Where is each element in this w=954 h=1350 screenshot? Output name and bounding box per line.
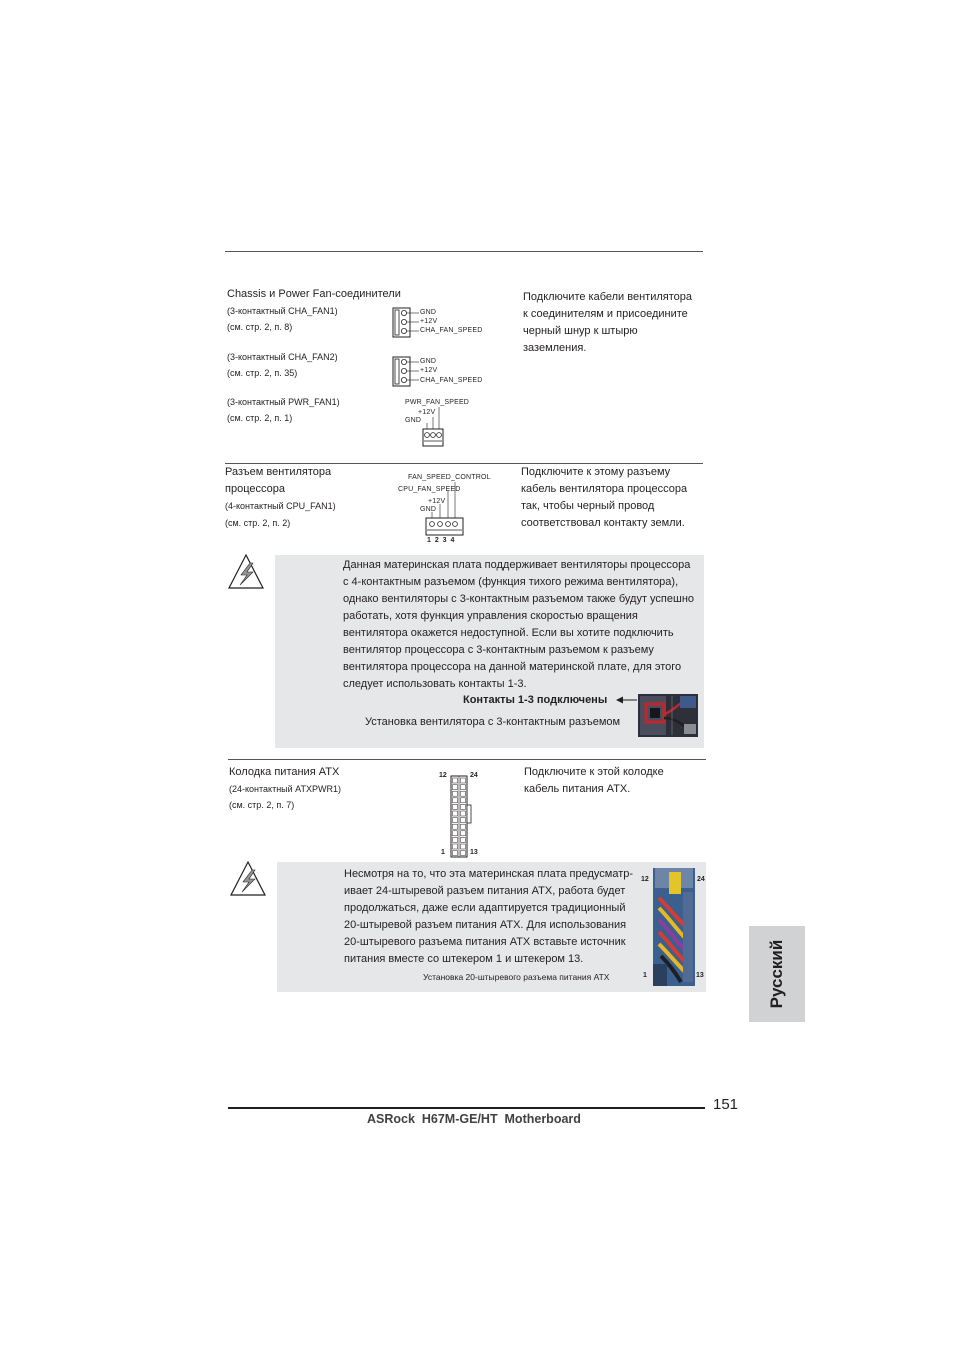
cpu-fan-desc-4: соответствовал контакту земли. — [521, 517, 685, 529]
pins-connected-label: Контакты 1-3 подключены — [463, 694, 608, 706]
chassis-fan-desc-3: черный шнур к штырю — [523, 325, 638, 337]
cpu-fan-title-2: процессора — [225, 483, 285, 495]
note1-line-3: однако вентиляторы с 3-контактным разъемом также будут успешно — [343, 593, 695, 605]
cpu-fan-desc-3: так, чтобы черный провод — [521, 500, 655, 512]
atx-photo-pin-24: 24 — [697, 876, 705, 883]
cha-fan1-connector-diagram — [392, 307, 492, 339]
cha-fan1-speed-label: CHA_FAN_SPEED — [420, 327, 483, 334]
cpu-fan-ref: (см. стр. 2, п. 2) — [225, 518, 291, 528]
atx-photo-pin-1: 1 — [643, 972, 647, 979]
cha-fan2-ref: (см. стр. 2, п. 35) — [227, 368, 298, 378]
note1-line-5: вентилятора окажется недоступной. Если вы хотите подключить — [343, 627, 674, 639]
atx-install-photo — [653, 868, 695, 986]
page-number: 151 — [713, 1096, 739, 1113]
atx-pin-12: 12 — [439, 772, 447, 779]
note1-line-1: Данная материнская плата поддерживает вентиляторы процессора — [343, 559, 691, 571]
chassis-fan-desc-1: Подключите кабели вентилятора — [523, 291, 692, 303]
cha-fan1-12v-label: +12V — [420, 318, 438, 325]
note2-caption: Установка 20-штыревого разъема питания ATX — [423, 972, 610, 982]
arrow-left-icon — [616, 695, 638, 705]
atx-photo-pin-13: 13 — [696, 972, 704, 979]
pwr-fan1-ref: (см. стр. 2, п. 1) — [227, 413, 293, 423]
pwr-fan-speed-label: PWR_FAN_SPEED — [405, 399, 470, 406]
cha-fan2-12v-label: +12V — [420, 367, 438, 374]
pwr-fan-gnd-label: GND — [405, 417, 422, 424]
atx-photo-pin-12: 12 — [641, 876, 649, 883]
atx-power-desc-1: Подключите к этой колодке — [524, 766, 664, 778]
chassis-fan-desc-4: заземления. — [523, 342, 587, 354]
note2-line-5: 20-штыревого разъема питания ATX вставьте источник — [344, 936, 626, 948]
cpu-fan-speed-label: CPU_FAN_SPEED — [398, 486, 461, 493]
cpu-fan-desc-1: Подключите к этому разъему — [521, 466, 671, 478]
note1-caption: Установка вентилятора с 3-контактным разъемом — [365, 716, 621, 728]
cha-fan1-name: (3-контактный CHA_FAN1) — [227, 306, 338, 316]
atx-note-box — [277, 862, 706, 992]
cpu-fan-name: (4-контактный CPU_FAN1) — [225, 501, 336, 511]
chassis-fan-title: Chassis и Power Fan-соединители — [227, 288, 401, 300]
atx-pin-1: 1 — [441, 849, 445, 856]
atx-power-connector-diagram — [450, 775, 474, 859]
warning-icon — [226, 552, 266, 592]
note2-line-1: Несмотря на то, что эта материнская плата предусматр- — [344, 868, 634, 880]
cha-fan1-gnd-label: GND — [420, 309, 437, 316]
cpu-fan-gnd-label: GND — [420, 506, 437, 513]
cpu-fan-12v-label: +12V — [428, 498, 446, 505]
cpu-fan-pin-numbers: 1 2 3 4 — [427, 537, 456, 544]
cha-fan2-name: (3-контактный CHA_FAN2) — [227, 352, 338, 362]
atx-pin-13: 13 — [470, 849, 478, 856]
cpu-fan-desc-2: кабель вентилятора процессора — [521, 483, 688, 495]
atx-power-ref: (см. стр. 2, п. 7) — [229, 800, 295, 810]
cpu-fan-control-label: FAN_SPEED_CONTROL — [408, 474, 491, 481]
pwr-fan-12v-label: +12V — [418, 409, 436, 416]
note1-line-7: вентилятора процессора на данной материнской плате, для этого — [343, 661, 682, 673]
note1-line-2: с 4-контактным разъемом (функция тихого режима вентилятора), — [343, 576, 679, 588]
pwr-fan1-name: (3-контактный PWR_FAN1) — [227, 397, 340, 407]
note2-line-6: питания вместе со штекером 1 и штекером 13. — [344, 953, 584, 965]
cpu-fan-note-box — [275, 555, 704, 748]
pwr-fan1-connector-diagram — [420, 405, 446, 449]
note2-line-2: ивает 24-штыревой разъем питания ATX, работа будет — [344, 885, 626, 897]
language-tab-label: Русский — [767, 939, 786, 1009]
cha-fan1-ref: (см. стр. 2, п. 8) — [227, 322, 293, 332]
atx-pin-24: 24 — [470, 772, 478, 779]
atx-power-name: (24-контактный ATXPWR1) — [229, 784, 342, 794]
cha-fan2-gnd-label: GND — [420, 358, 437, 365]
note1-line-8: следует использовать контакты 1-3. — [343, 678, 527, 690]
cpu-fan1-connector-diagram — [420, 480, 466, 538]
fan-install-photo — [638, 694, 698, 737]
atx-power-desc-2: кабель питания ATX. — [524, 783, 631, 795]
note2-line-3: продолжаться, даже если адаптируется традиционный — [344, 902, 626, 914]
chassis-fan-desc-2: к соединителям и присоедините — [523, 308, 688, 320]
cpu-fan-title-1: Разъем вентилятора — [225, 466, 332, 478]
note1-line-6: вентилятор процессора с 3-контактным разъемом к разъему — [343, 644, 654, 656]
atx-power-title: Колодка питания ATX — [229, 766, 340, 778]
cha-fan2-speed-label: CHA_FAN_SPEED — [420, 377, 483, 384]
language-side-tab — [749, 926, 805, 1022]
note1-line-4: работать, хотя функция управления скоростью вращения — [343, 610, 638, 622]
footer-product-name: ASRock H67M-GE/HT Motherboard — [367, 1112, 581, 1126]
top-rule — [225, 251, 703, 252]
section-rule-atx — [228, 759, 706, 760]
footer-rule — [228, 1107, 705, 1109]
note2-line-4: 20-штыревой разъем питания ATX. Для использования — [344, 919, 627, 931]
warning-icon — [228, 859, 268, 899]
